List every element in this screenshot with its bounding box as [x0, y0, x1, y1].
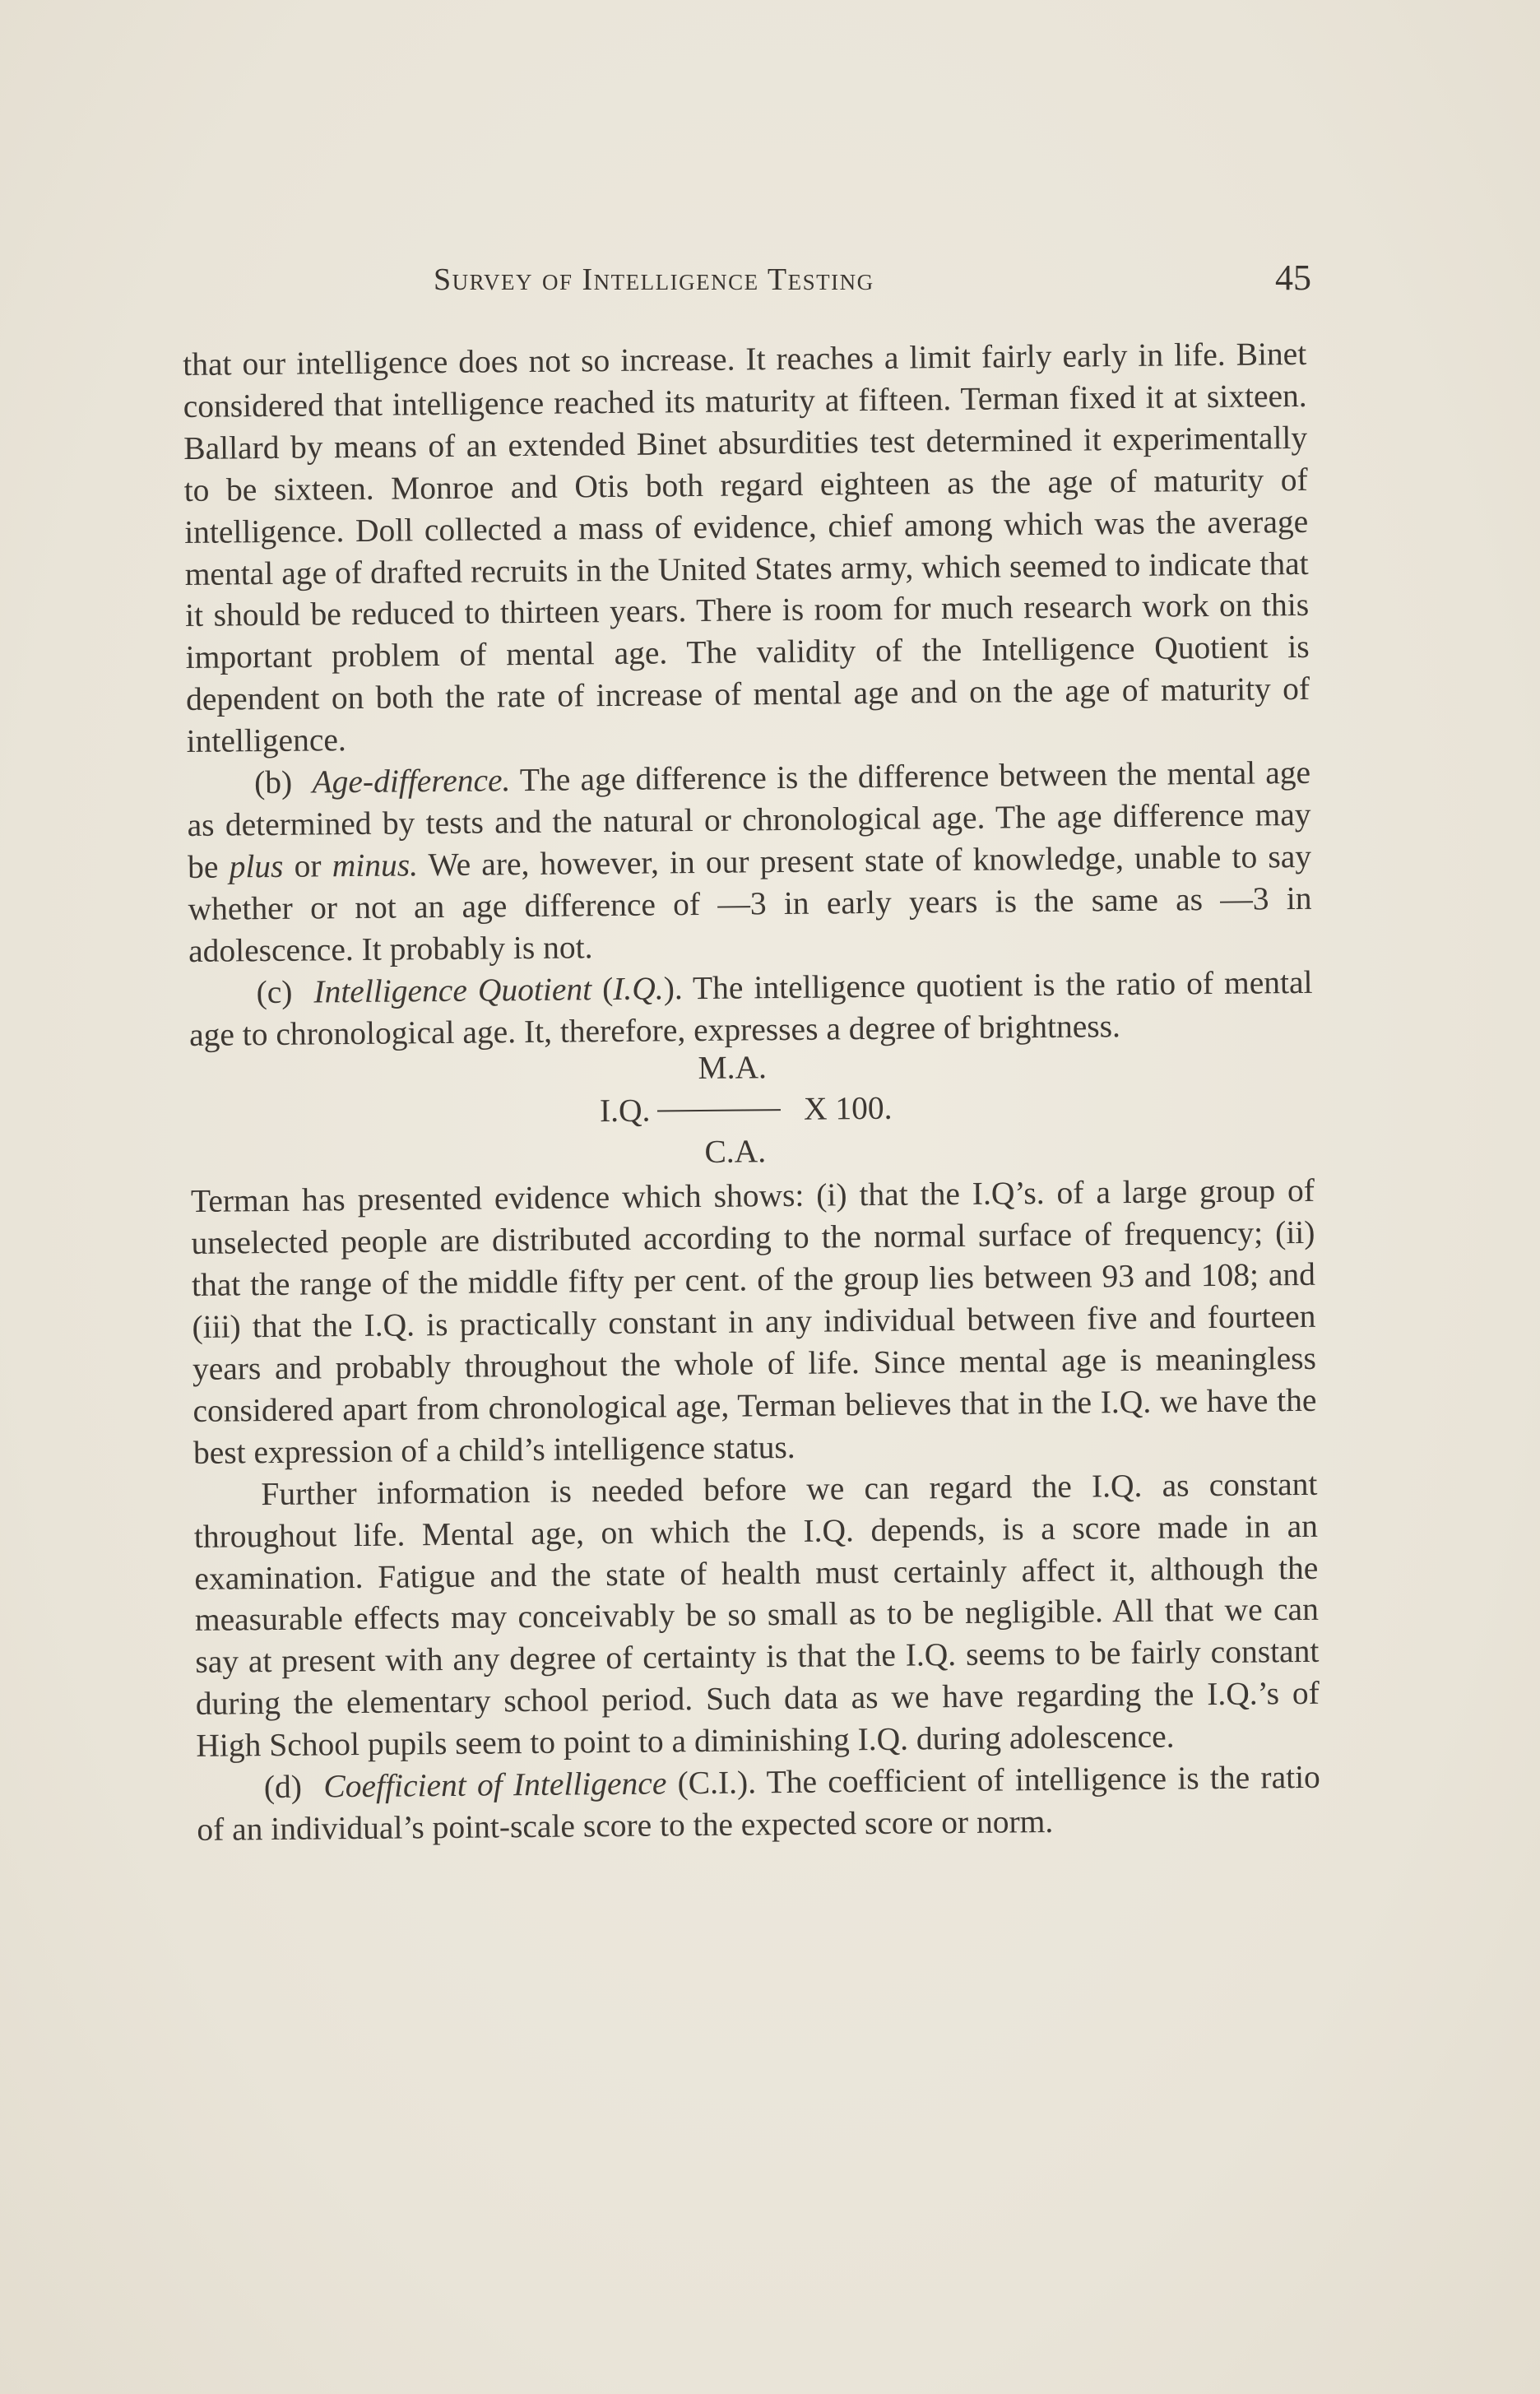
paragraph-maturity: that our intelligence does not so increase. It reaches a limit fairly early in life. Binet considered that intelligence reached its maturity at fifteen. Terman fixed it at sixteen. Ballard by means of an extended Binet absurdities test determined it experimentally to be sixteen. Monroe and Otis both regard eighteen as the age of maturity of intelligence. Doll collected a mass of evidence, chief among which was the average mental age of drafted recruits in the United States army, which seemed to indicate that it should be reduced to thirteen years. There is room for much research work on this important problem of mental age. The validity of the Intelligence Quotient is dependent on both the rate of increase of mental age and on the age of maturity of intelligence. — [183, 335, 1310, 760]
iq-formula — [189, 1045, 1314, 1181]
term-coefficient-of-intelligence: Coefficient of Intelligence — [323, 1765, 667, 1805]
section-label-b: (b) — [253, 763, 293, 801]
formula-multiplier: X 100. — [803, 1090, 893, 1128]
paragraph-coefficient — [197, 1756, 1321, 1851]
term-minus: minus. — [332, 847, 419, 884]
age-difference-text-b: or — [294, 847, 322, 884]
term-age-difference: Age-difference. — [312, 762, 511, 800]
age-difference-text-a: The age difference is the difference between the mental age as determined by tests and the natural or chronological age. The age difference may be — [187, 754, 1311, 885]
paragraph-age-difference — [187, 752, 1312, 972]
formula-denominator: C.A. — [704, 1133, 767, 1171]
formula-fraction-bar — [657, 1109, 781, 1111]
formula-lhs: I.Q. — [599, 1092, 651, 1130]
term-plus: plus — [229, 847, 284, 885]
formula-numerator: M.A. — [698, 1049, 768, 1087]
section-label-d: (d) — [263, 1768, 303, 1806]
intelligence-quotient-text: The intelligence quotient is the ratio of mental age to chronological age. It, therefore, expresses a degree of brightness. — [188, 963, 1313, 1053]
term-iq-abbr: I.Q. — [613, 970, 664, 1007]
section-label-c: (c) — [256, 973, 293, 1010]
term-ci-abbr: (C.I.). — [677, 1764, 757, 1802]
age-difference-text-c: We are, however, in our present state of knowledge, unable to say whether or not an age difference of —3 in early years is the same as —3 in adolescence. It probably is not. — [188, 837, 1312, 969]
page-number: 45 — [1275, 257, 1311, 298]
paragraph-terman-evidence: Terman has presented evidence which shows: (i) that the I.Q’s. of a large group of unselected people are distributed according to the normal surface of frequency; (ii) that the range of the middle fifty per cent. of the group lies between 93 and 108; and (iii) that the I.Q. is practically constant in any individual between five and fourteen years and probably throughout the whole of life. Since mental age is meaningless considered apart from chronological age, Terman believes that in the I.Q. we have the best expression of a child’s intelligence status. — [190, 1172, 1317, 1471]
paragraph-intelligence-quotient: (c) Intelligence Quotient (I.Q.). The intelligence quotient is the ratio of mental age to chronological age. It, therefore, expresses a degree of brightness. — [188, 963, 1313, 1053]
coefficient-text: The coefficient of intelligence is the ratio of an individual’s point-scale score to the expected score or norm. — [197, 1758, 1321, 1848]
running-head: Survey of Intelligence Testing — [434, 262, 874, 297]
body-text — [183, 333, 1321, 1851]
paragraph-further-information: Further information is needed before we can regard the I.Q. as constant throughout life. Mental age, on which the I.Q. depends, is a score made in an examination. Fatigue and the state of health must certainly affect it, although the measurable effects may conceivably be so small as to be negligible. All that we can say at present with any degree of certainty is that the I.Q. seems to be fairly constant during the elementary school period. Such data as we have regarding the I.Q.’s of High School pupils seem to point to a diminishing I.Q. during adolescence. — [193, 1465, 1320, 1765]
page-header — [176, 257, 1311, 306]
term-intelligence-quotient: Intelligence Quotient — [313, 970, 592, 1010]
